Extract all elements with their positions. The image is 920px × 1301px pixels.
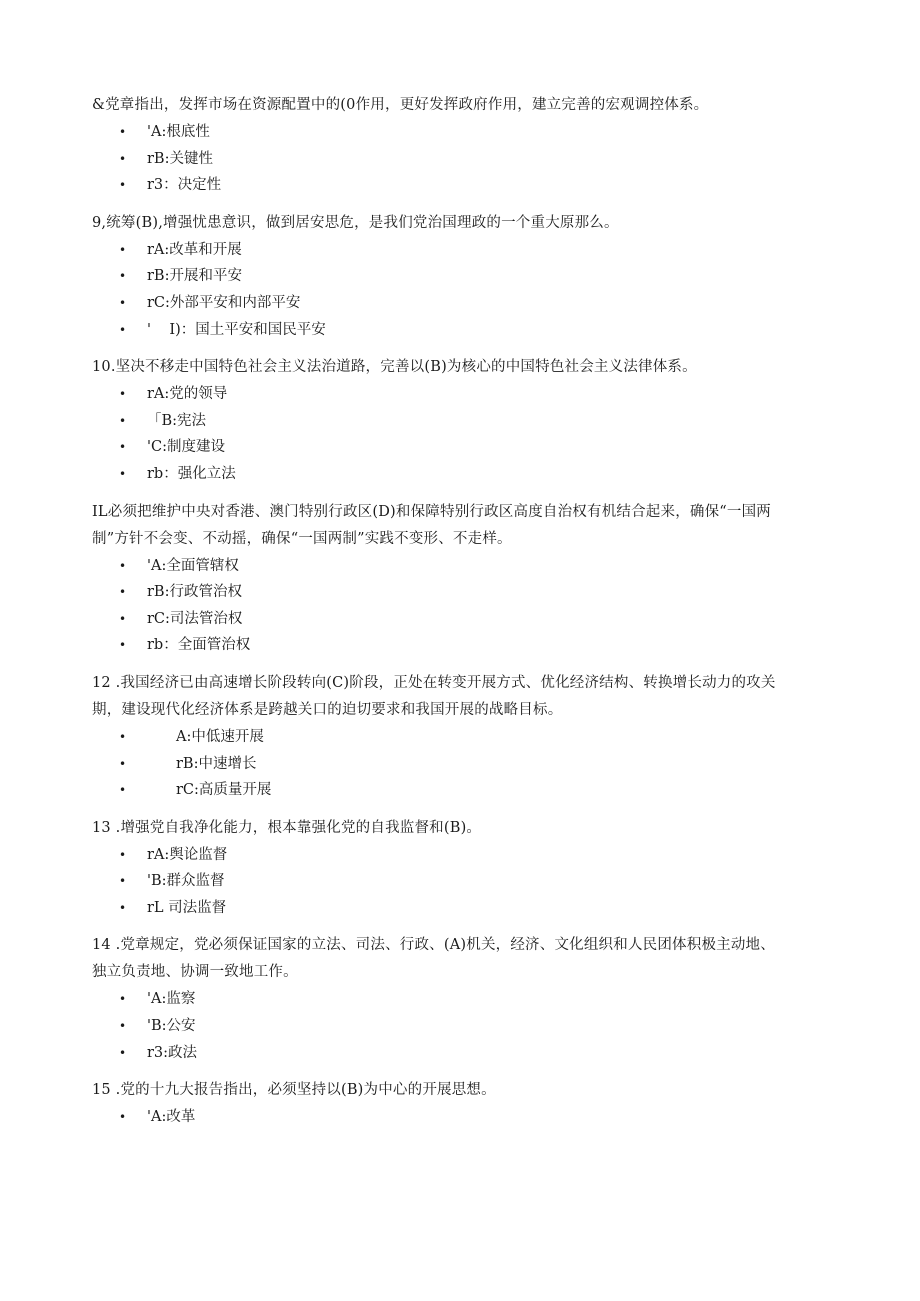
option-item bbox=[92, 381, 830, 408]
bullet-icon: • bbox=[119, 242, 127, 257]
option-text: ' I)：国土平安和国民平安 bbox=[147, 321, 326, 338]
question-11-line-2: 制”方针不会变、不动摇，确保“一国两制”实践不变形、不走样。 bbox=[92, 530, 512, 547]
option-item bbox=[92, 986, 830, 1013]
option-item bbox=[92, 237, 830, 264]
bullet-icon: • bbox=[119, 558, 127, 573]
option-text: rA:改革和开展 bbox=[147, 241, 242, 258]
question-15: 15 .党的十九大报告指出，必须坚持以(B)为中心的开展思想。 bbox=[92, 1082, 496, 1099]
options-q13 bbox=[92, 842, 830, 922]
option-item bbox=[92, 1104, 830, 1131]
bullet-icon: • bbox=[119, 322, 127, 337]
option-item bbox=[92, 1013, 830, 1040]
question-13: 13 .增强党自我净化能力，根本靠强化党的自我监督和(B)。 bbox=[92, 819, 482, 836]
option-item bbox=[92, 408, 830, 435]
question-10: 10.坚决不移走中国特色社会主义法治道路，完善以(B)为核心的中国特色社会主义法律体系。 bbox=[92, 359, 697, 376]
option-text: 「B:宪法 bbox=[147, 412, 207, 429]
option-text: rA:党的领导 bbox=[147, 386, 228, 403]
option-item bbox=[92, 751, 830, 778]
option-text: 'A:根底性 bbox=[147, 124, 210, 140]
bullet-icon: • bbox=[119, 1019, 127, 1034]
bullet-icon: • bbox=[119, 269, 127, 284]
option-item bbox=[92, 895, 830, 922]
option-item bbox=[92, 263, 830, 290]
option-text: 'C:制度建设 bbox=[147, 439, 225, 456]
option-text: rB:开展和平安 bbox=[147, 268, 242, 285]
bullet-icon: • bbox=[119, 125, 127, 139]
option-text: rA:舆论监督 bbox=[147, 846, 228, 863]
question-11-line-1: IL必须把维护中央对香港、澳门特别行政区(D)和保障特别行政区高度自治权有机结合起来，确保“一国两 bbox=[92, 503, 772, 520]
bullet-icon: • bbox=[119, 151, 127, 166]
bullet-icon: • bbox=[119, 900, 127, 915]
question-8: &党章指出，发挥市场在资源配置中的(0作用，更好发挥政府作用，建立完善的宏观调控体系。 bbox=[92, 97, 709, 113]
option-item bbox=[92, 606, 830, 633]
option-text: rB:行政管治权 bbox=[147, 584, 242, 601]
bullet-icon: • bbox=[119, 413, 127, 428]
option-text: A:中低速开展 bbox=[176, 728, 264, 745]
option-item bbox=[92, 553, 830, 580]
document-page bbox=[92, 92, 830, 1131]
bullet-icon: • bbox=[119, 992, 127, 1007]
option-text: r3：决定性 bbox=[147, 177, 222, 194]
question-9: 9,统筹(B),增强忧患意识，做到居安思危，是我们党治国理政的一个重大原那么。 bbox=[92, 214, 619, 231]
options-q12 bbox=[92, 724, 830, 804]
option-item bbox=[92, 146, 830, 173]
option-text: 'A:监察 bbox=[147, 991, 196, 1008]
option-text: rL 司法监督 bbox=[147, 899, 227, 916]
option-item bbox=[92, 724, 830, 751]
option-item bbox=[92, 842, 830, 869]
bullet-icon: • bbox=[119, 387, 127, 402]
option-text: rC:外部平安和内部平安 bbox=[147, 294, 301, 311]
question-12-line-1: 12 .我国经济已由高速增长阶段转向(C)阶段，正处在转变开展方式、优化经济结构、转换增长动力的攻关 bbox=[92, 674, 776, 691]
bullet-icon: • bbox=[119, 847, 127, 862]
option-text: 'B:群众监督 bbox=[147, 873, 225, 890]
option-item bbox=[92, 119, 830, 146]
bullet-icon: • bbox=[119, 440, 127, 455]
options-q9 bbox=[92, 237, 830, 343]
bullet-icon: • bbox=[119, 466, 127, 481]
bullet-icon: • bbox=[119, 783, 127, 798]
option-item bbox=[92, 434, 830, 461]
bullet-icon: • bbox=[119, 178, 127, 193]
option-text: rB:关键性 bbox=[147, 150, 213, 167]
bullet-icon: • bbox=[119, 729, 127, 744]
options-q8 bbox=[92, 119, 830, 199]
option-text: 'A:改革 bbox=[147, 1109, 196, 1126]
option-text: 'A:全面管辖权 bbox=[147, 557, 239, 574]
option-item bbox=[92, 290, 830, 317]
question-12-line-2: 期，建设现代化经济体系是跨越关口的迫切要求和我国开展的战略目标。 bbox=[92, 701, 563, 718]
option-item bbox=[92, 777, 830, 804]
bullet-icon: • bbox=[119, 585, 127, 600]
option-text: r3:政法 bbox=[147, 1044, 198, 1061]
option-text: rb：全面管治权 bbox=[147, 637, 251, 654]
option-item bbox=[92, 632, 830, 659]
question-14-line-1: 14 .党章规定，党必须保证国家的立法、司法、行政、(A)机关，经济、文化组织和人民团体积极主动地、 bbox=[92, 937, 775, 954]
options-q11 bbox=[92, 553, 830, 659]
option-item bbox=[92, 317, 830, 344]
option-text: 'B:公安 bbox=[147, 1018, 196, 1035]
option-text: rC:高质量开展 bbox=[176, 782, 272, 799]
option-text: rb：强化立法 bbox=[147, 465, 236, 482]
question-14-line-2: 独立负责地、协调一致地工作。 bbox=[92, 964, 298, 981]
options-q15 bbox=[92, 1104, 830, 1131]
bullet-icon: • bbox=[119, 1110, 127, 1125]
bullet-icon: • bbox=[119, 611, 127, 626]
options-q10 bbox=[92, 381, 830, 487]
bullet-icon: • bbox=[119, 295, 127, 310]
option-item bbox=[92, 172, 830, 199]
bullet-icon: • bbox=[119, 874, 127, 889]
options-q14 bbox=[92, 986, 830, 1066]
option-item bbox=[92, 868, 830, 895]
option-item bbox=[92, 579, 830, 606]
option-item bbox=[92, 1040, 830, 1067]
bullet-icon: • bbox=[119, 638, 127, 653]
bullet-icon: • bbox=[119, 1045, 127, 1060]
option-item bbox=[92, 461, 830, 488]
option-text: rB:中速增长 bbox=[176, 755, 257, 772]
option-text: rC:司法管治权 bbox=[147, 610, 243, 627]
bullet-icon: • bbox=[119, 756, 127, 771]
